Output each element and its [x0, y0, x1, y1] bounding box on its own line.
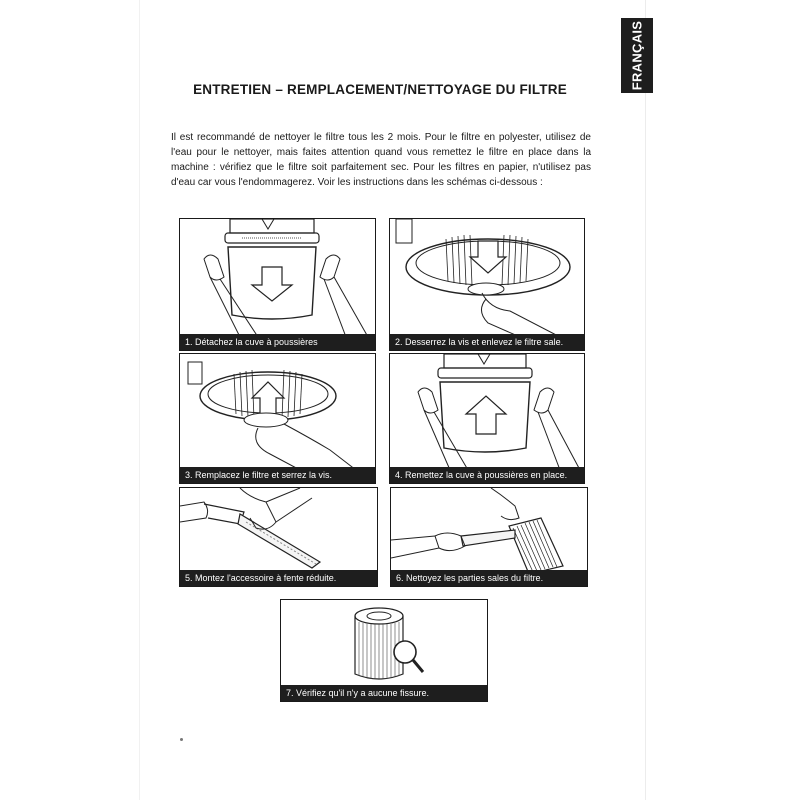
step-1-caption: 1. Détachez la cuve à poussières [180, 334, 375, 350]
scan-speck [180, 738, 183, 741]
step-3-panel [179, 353, 376, 484]
step-4-panel [389, 353, 585, 484]
step-7-panel [280, 599, 488, 702]
page-title: ENTRETIEN – REMPLACEMENT/NETTOYAGE DU FILTRE [193, 82, 567, 97]
intro-paragraph: Il est recommandé de nettoyer le filtre tous les 2 mois. Pour le filtre en polyester, utilisez de l'eau pour le nettoyer, mais faites attention quand vous remettez le filtre en place dans la machine : vérifiez que le filtre soit parfaitement sec. Pour les filtres en papier, n'utilisez pas d'eau car vous l'endommagerez. Voir les instructions dans les schémas ci-dessous : [171, 132, 591, 188]
clean-filter-illustration [391, 488, 588, 574]
language-tab-label: FRANÇAIS [629, 20, 645, 91]
step-7-caption: 7. Vérifiez qu'il n'y a aucune fissure. [281, 685, 487, 701]
step-6-panel [390, 487, 588, 587]
reattach-tank-illustration [390, 354, 585, 470]
step-3-caption: 3. Remplacez le filtre et serrez la vis. [180, 467, 375, 483]
step-1-panel [179, 218, 376, 351]
detach-tank-illustration [180, 219, 376, 337]
step-2-caption: 2. Desserrez la vis et enlevez le filtre sale. [390, 334, 584, 350]
replace-filter-illustration [180, 354, 376, 470]
step-5-caption: 5. Montez l'accessoire à fente réduite. [180, 570, 377, 586]
step-2-panel [389, 218, 585, 351]
step-4-caption: 4. Remettez la cuve à poussières en place. [390, 467, 584, 483]
crevice-tool-illustration [180, 488, 378, 574]
step-5-panel [179, 487, 378, 587]
language-tab [621, 18, 653, 93]
remove-filter-illustration [390, 219, 585, 337]
inspect-filter-illustration [281, 600, 488, 687]
step-6-caption: 6. Nettoyez les parties sales du filtre. [391, 570, 587, 586]
